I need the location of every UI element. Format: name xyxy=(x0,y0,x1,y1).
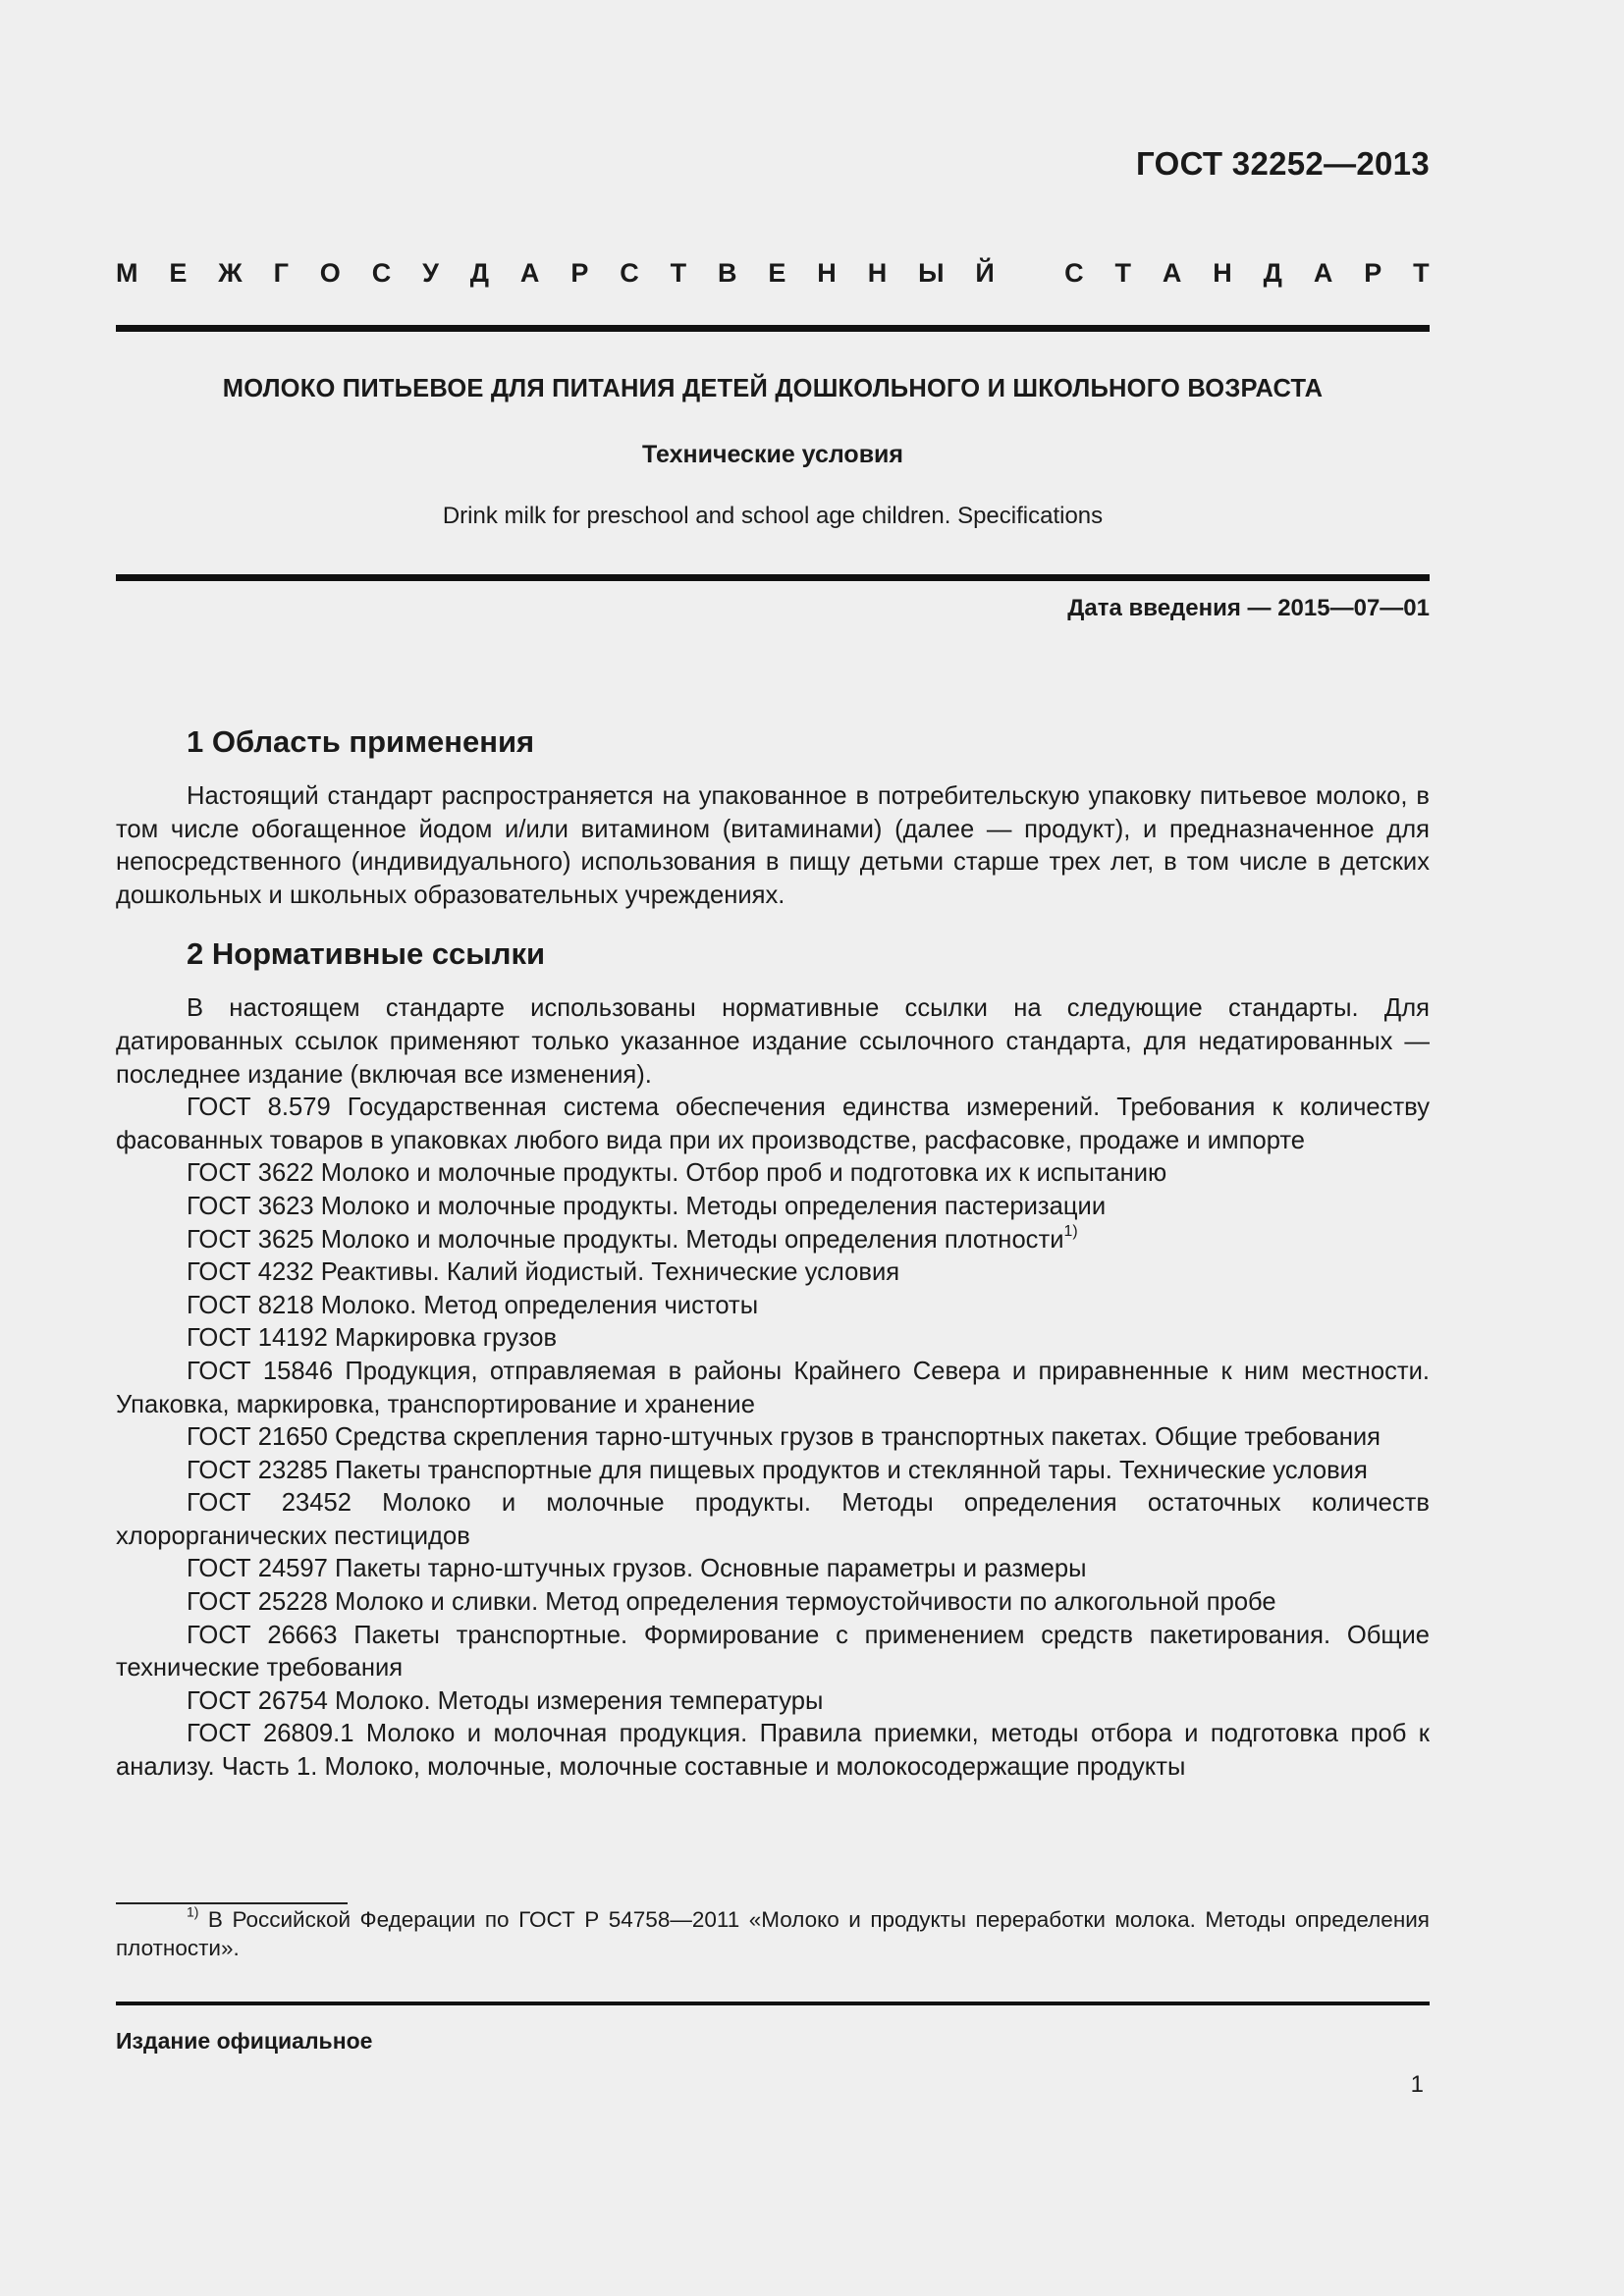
reference-item xyxy=(116,1685,1430,1719)
section-2-intro: В настоящем стандарте использованы нормативные ссылки на следующие стандарты. Для датированных ссылок применяют только указанное издание ссылочного стандарта, для недатированных — последнее издание (включая все изменения). xyxy=(116,994,1430,1089)
word-gap xyxy=(1026,258,1034,289)
reference-item xyxy=(116,1290,1430,1323)
document-number: ГОСТ 32252—2013 xyxy=(1136,145,1430,182)
reference-item xyxy=(116,1092,1430,1157)
reference-text: ГОСТ 3625 Молоко и молочные продукты. Методы определения плотности xyxy=(187,1225,1064,1254)
interstate-letter: Д xyxy=(469,258,490,288)
reference-item xyxy=(116,1487,1430,1553)
interstate-letter: Д xyxy=(1263,258,1282,288)
reference-item xyxy=(116,1322,1430,1356)
document-subtitle: Технические условия xyxy=(641,441,904,468)
reference-text: ГОСТ 23452 Молоко и молочные продукты. Методы определения остаточных количеств хлорорганических пестицидов xyxy=(116,1489,1430,1550)
interstate-letter: С xyxy=(371,258,392,288)
title-divider xyxy=(116,574,1430,581)
interstate-letter: А xyxy=(519,258,540,288)
interstate-letter: В xyxy=(718,258,737,288)
document-title: МОЛОКО ПИТЬЕВОЕ ДЛЯ ПИТАНИЯ ДЕТЕЙ ДОШКОЛЬНОГО И ШКОЛЬНОГО ВОЗРАСТА xyxy=(222,375,1324,402)
reference-item xyxy=(116,1157,1430,1191)
section-1-text: Настоящий стандарт распространяется на упакованное в потребительскую упаковку питьевое молоко, в том числе обогащенное йодом и/или витамином (витаминами) (далее — продукт), и предназначенное для непосредственного (индивидуального) использования в пищу детьми старше трех лет, в том числе в детских дошкольных и школьных образовательных учреждениях. xyxy=(116,782,1430,909)
interstate-letter: Е xyxy=(169,258,188,288)
reference-item xyxy=(116,1256,1430,1290)
footnote-text: В Российской Федерации по ГОСТ Р 54758—2011 «Молоко и продукты переработки молока. Методы определения плотности». xyxy=(116,1907,1430,1960)
document-page xyxy=(116,0,1430,2296)
english-title: Drink milk for preschool and school age children. Specifications xyxy=(442,503,1104,529)
reference-text: ГОСТ 24597 Пакеты тарно-штучных грузов. Основные параметры и размеры xyxy=(187,1555,1087,1583)
introduction-date: Дата введения — 2015—07—01 xyxy=(1067,595,1430,621)
interstate-letter: Т xyxy=(670,258,687,288)
reference-item xyxy=(116,1586,1430,1620)
footnote-reference: 1) xyxy=(1063,1222,1078,1240)
interstate-letter: Й xyxy=(975,258,995,288)
interstate-letter: Г xyxy=(273,258,289,288)
reference-item xyxy=(116,1455,1430,1488)
reference-text: ГОСТ 21650 Средства скрепления тарно-штучных грузов в транспортных пакетах. Общие требования xyxy=(187,1423,1381,1452)
reference-item xyxy=(116,1553,1430,1586)
interstate-letter: С xyxy=(1064,258,1084,288)
reference-text: ГОСТ 26809.1 Молоко и молочная продукция. Правила приемки, методы отбора и подготовка проб к анализу. Часть 1. Молоко, молочные, молочные составные и молокосодержащие продукты xyxy=(116,1720,1430,1782)
interstate-letter: Р xyxy=(1364,258,1382,288)
reference-text: ГОСТ 14192 Маркировка грузов xyxy=(187,1324,558,1353)
interstate-letter: Е xyxy=(768,258,786,288)
reference-item xyxy=(116,1421,1430,1455)
interstate-standard-heading xyxy=(116,258,1430,289)
interstate-letter: Т xyxy=(1413,258,1430,288)
interstate-letter: Ы xyxy=(918,258,945,288)
reference-text: ГОСТ 23285 Пакеты транспортные для пищевых продуктов и стеклянной тары. Технические условия xyxy=(187,1456,1368,1484)
reference-text: ГОСТ 8218 Молоко. Метод определения чистоты xyxy=(187,1291,759,1319)
interstate-letter: Н xyxy=(817,258,837,288)
interstate-letter: М xyxy=(116,258,138,288)
interstate-letter: Н xyxy=(1213,258,1232,288)
footnote-marker: 1) xyxy=(187,1903,199,1920)
reference-text: ГОСТ 4232 Реактивы. Калий йодистый. Технические условия xyxy=(187,1258,900,1287)
footnote-separator xyxy=(116,1902,348,1904)
section-1-heading: 1 Область применения xyxy=(187,724,535,759)
reference-text: ГОСТ 26663 Пакеты транспортные. Формирование с применением средств пакетирования. Общие технические требования xyxy=(116,1621,1430,1682)
page-number: 1 xyxy=(1410,2071,1424,2098)
interstate-letter: Н xyxy=(867,258,888,288)
reference-item xyxy=(116,1191,1430,1224)
reference-text: ГОСТ 26754 Молоко. Методы измерения температуры xyxy=(187,1686,824,1715)
footer-divider xyxy=(116,2002,1430,2005)
reference-item xyxy=(116,1620,1430,1685)
reference-item xyxy=(116,1224,1430,1257)
normative-references-list xyxy=(116,1092,1430,1784)
official-edition-label: Издание официальное xyxy=(116,2028,373,2054)
interstate-letter: О xyxy=(319,258,341,288)
interstate-letter: С xyxy=(620,258,639,288)
reference-item xyxy=(116,1718,1430,1784)
document-body xyxy=(116,721,1430,1785)
reference-item xyxy=(116,1356,1430,1421)
reference-text: ГОСТ 15846 Продукция, отправляемая в районы Крайнего Севера и приравненные к ним местности. Упаковка, маркировка, транспортирование и хранение xyxy=(116,1357,1430,1418)
interstate-letter: У xyxy=(422,258,439,288)
interstate-letter: Т xyxy=(1114,258,1131,288)
reference-text: ГОСТ 3622 Молоко и молочные продукты. Отбор проб и подготовка их к испытанию xyxy=(187,1159,1167,1188)
footnote xyxy=(116,1905,1430,1962)
reference-text: ГОСТ 3623 Молоко и молочные продукты. Методы определения пастеризации xyxy=(187,1192,1107,1220)
interstate-letter: А xyxy=(1313,258,1333,288)
header-divider xyxy=(116,325,1430,332)
reference-text: ГОСТ 25228 Молоко и сливки. Метод определения термоустойчивости по алкогольной пробе xyxy=(187,1588,1276,1617)
section-2-heading: 2 Нормативные ссылки xyxy=(187,936,546,972)
interstate-letter: Р xyxy=(570,258,589,288)
interstate-letter: Ж xyxy=(218,258,243,288)
reference-text: ГОСТ 8.579 Государственная система обеспечения единства измерений. Требования к количеству фасованных товаров в упаковках любого вида при их производстве, расфасовке, продаже и импорте xyxy=(116,1094,1430,1154)
interstate-letter: А xyxy=(1162,258,1182,288)
